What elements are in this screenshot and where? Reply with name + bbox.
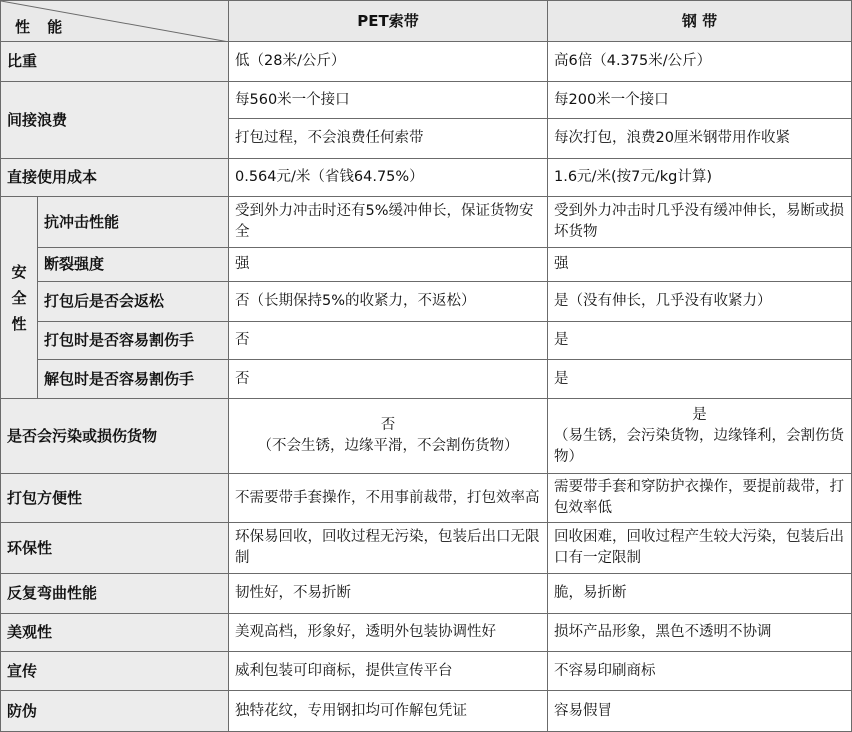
row-direct-cost [1,159,852,197]
pet-cut-pack: 否 [229,322,548,360]
pet-indirect-waste-1: 每560米一个接口 [229,82,548,119]
pet-anti-fake: 独特花纹，专用钢扣均可作解包凭证 [229,691,548,732]
steel-convenience: 需要带手套和穿防护衣操作，要提前裁带，打包效率低 [548,474,852,523]
row-cut-pack [1,322,852,360]
label-bending: 反复弯曲性能 [1,574,229,614]
row-bending [1,574,852,614]
pet-density: 低（28米/公斤） [229,42,548,82]
pet-contamination [229,399,548,474]
row-indirect-waste-1 [1,82,852,119]
label-cut-pack: 打包时是否容易割伤手 [38,322,229,360]
label-loosen: 打包后是否会返松 [38,282,229,322]
pet-promotion: 威利包装可印商标，提供宣传平台 [229,652,548,691]
steel-loosen: 是（没有伸长，几乎没有收紧力） [548,282,852,322]
pet-appearance: 美观高档，形象好，透明外包装协调性好 [229,614,548,652]
steel-break-strength: 强 [548,248,852,282]
label-cut-unpack: 解包时是否容易割伤手 [38,360,229,399]
header-row [1,1,852,42]
label-direct-cost: 直接使用成本 [1,159,229,197]
steel-direct-cost: 1.6元/米(按7元/kg计算) [548,159,852,197]
label-indirect-waste: 间接浪费 [1,82,229,159]
row-density [1,42,852,82]
label-contamination: 是否会污染或损伤货物 [1,399,229,474]
label-eco: 环保性 [1,523,229,574]
row-appearance [1,614,852,652]
row-convenience [1,474,852,523]
row-break-strength [1,248,852,282]
row-anti-fake [1,691,852,732]
header-property-label: 性 能 [15,18,69,36]
pet-impact: 受到外力冲击时还有5%缓冲伸长，保证货物安全 [229,197,548,248]
steel-eco: 回收困难，回收过程产生较大污染，包装后出口有一定限制 [548,523,852,574]
steel-contamination-body: （易生锈，会污染货物，边缘锋利，会割伤货物） [554,427,844,465]
label-break-strength: 断裂强度 [38,248,229,282]
row-loosen [1,282,852,322]
label-impact: 抗冲击性能 [38,197,229,248]
steel-density: 高6倍（4.375米/公斤） [548,42,852,82]
steel-indirect-waste-2: 每次打包，浪费20厘米钢带用作收紧 [548,119,852,159]
pet-eco: 环保易回收，回收过程无污染，包装后出口无限制 [229,523,548,574]
row-eco [1,523,852,574]
steel-indirect-waste-1: 每200米一个接口 [548,82,852,119]
label-appearance: 美观性 [1,614,229,652]
safety-group-label: 安 全 性 [1,197,38,399]
pet-contamination-body: （不会生锈，边缘平滑，不会割伤货物） [257,438,519,454]
header-pet: PET索带 [229,1,548,42]
steel-cut-pack: 是 [548,322,852,360]
label-promotion: 宣传 [1,652,229,691]
label-anti-fake: 防伪 [1,691,229,732]
pet-contamination-head: 否 [380,417,396,433]
row-impact [1,197,852,248]
steel-contamination [548,399,852,474]
label-density: 比重 [1,42,229,82]
row-cut-unpack [1,360,852,399]
steel-anti-fake: 容易假冒 [548,691,852,732]
steel-appearance: 损坏产品形象，黑色不透明不协调 [548,614,852,652]
row-promotion [1,652,852,691]
header-steel: 钢 带 [548,1,852,42]
steel-promotion: 不容易印刷商标 [548,652,852,691]
steel-contamination-head: 是 [692,406,707,423]
header-property-cell [1,1,229,42]
pet-indirect-waste-2: 打包过程，不会浪费任何索带 [229,119,548,159]
pet-convenience: 不需要带手套操作，不用事前裁带，打包效率高 [229,474,548,523]
pet-direct-cost: 0.564元/米（省钱64.75%） [229,159,548,197]
pet-break-strength: 强 [229,248,548,282]
label-convenience: 打包方便性 [1,474,229,523]
steel-impact: 受到外力冲击时几乎没有缓冲伸长，易断或损坏货物 [548,197,852,248]
steel-cut-unpack: 是 [548,360,852,399]
steel-bending: 脆，易折断 [548,574,852,614]
row-contamination [1,399,852,474]
pet-cut-unpack: 否 [229,360,548,399]
pet-bending: 韧性好，不易折断 [229,574,548,614]
pet-loosen: 否（长期保持5%的收紧力，不返松） [229,282,548,322]
